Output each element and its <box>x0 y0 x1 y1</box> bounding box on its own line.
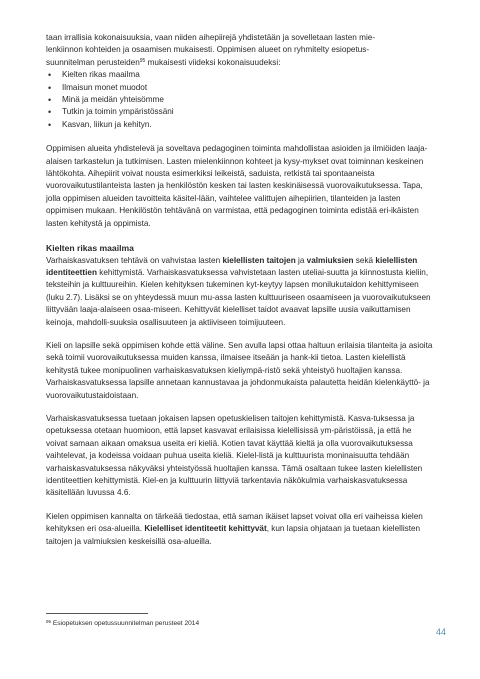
text-run: kehittymistä. Varhaiskasvatuksessa vahvistetaan lasten uteliai-suutta ja kiinnostusta kieliin, teksteihin ja kulttuureihin. Kielen kehityksen tukeminen kyt-keytyy lapsen monilukutaidon kehittymiseen (luku 2.7). Lisäksi se on yhteydessä muun mu-assa lasten kulttuuriseen osaamiseen ja vuorovaikutukseen liittyvään laaja-alaiseen osaa-miseen. Kehittyvät kielelliset taidot avaavat lapsille uusia vaikuttamisen keinoja, mahdolli-suuksia osallisuuteen ja aktiiviseen toimijuuteen. <box>46 267 431 327</box>
intro-line-3-start: suunnitelman perusteiden <box>46 57 140 67</box>
bold-term: kielellisten taitojen <box>222 255 296 265</box>
list-item: • Kasvan, liikun ja kehityn. <box>46 119 434 131</box>
footnote <box>46 619 199 628</box>
bold-term: valmiuksien <box>306 255 354 265</box>
footnote-text: Esiopetuksen opetussuunnitelman perusteet 2014 <box>51 620 200 627</box>
section-paragraph-2: Kieli on lapsille sekä oppimisen kohde että väline. Sen avulla lapsi ottaa haltuun erilaisia tilanteita ja asioita sekä toimii vuorovaikutuksessa muiden kanssa, ilmaisee itseään ja hank-kii tietoa. Lasten kielellistä kehitystä tukee monipuolinen varhaiskasvatuksen kieliympä-ristö sekä yhteistyö huoltajien kanssa. Varhaiskasvatuksessa lapsille annetaan kannustavaa ja johdonmukaista palautetta heidän kielenkäyttö- ja vuorovaikutustaidoistaan. <box>46 340 433 400</box>
section-paragraph-1 <box>46 255 434 329</box>
page-number: 44 <box>435 627 446 637</box>
intro-line-2: lenkiinnon kohteiden ja osaamisen mukaisesti. Oppimisen alueet on ryhmitelty esiopetus- <box>46 45 370 55</box>
footnote-divider <box>46 613 148 614</box>
intro-line-3-end: mukaisesti viideksi kokonaisuudeksi: <box>145 57 281 67</box>
list-item: • Ilmaisun monet muodot <box>46 82 434 94</box>
section-heading: Kielten rikas maailma <box>46 243 134 254</box>
page-content <box>46 32 434 548</box>
pedagogy-paragraph: Oppimisen alueita yhdistelevä ja soveltava pedagoginen toiminta mahdollistaa asioiden ja ilmiöiden laaja-alaisen tarkastelun ja tutkimisen. Lasten mielenkiinnon kohteet ja kysy-mykset ovat toiminnan keskeinen lähtökohta. Aihepiirit voivat nousta esimerkiksi leikeistä, saduista, retkistä tai spontaaneista vuorovaikutustilanteista lasten ja henkilöstön kesken tai lasten keskinäisessä vuorovaikutuksessa. Tapa, jolla oppimisen alueiden tavoitteita käsitel-lään, vaihtelee valittujen aihepiirien, tilanteiden ja lasten oppimisen mukaan. Henkilöstön tehtävänä on varmistaa, että pedagoginen toiminta edistää eri-ikäisten lasten kehitystä ja oppimista. <box>46 144 428 228</box>
intro-line-1: taan irrallisia kokonaisuuksia, vaan niiden aihepiirejä yhdistetään ja sovelletaan lasten mie- <box>46 33 376 42</box>
text-run: Kielen oppimisen kannalta on tärkeää tiedostaa, että saman ikäiset lapset voivat olla eri vaiheissa kielen kehityksen eri osa-alueilla. <box>46 511 423 534</box>
learning-areas-list <box>46 69 434 131</box>
bold-term: kielellisten identiteettien <box>46 255 418 277</box>
section-paragraph-4 <box>46 511 434 548</box>
intro-paragraph <box>46 32 434 69</box>
footnote-number: 95 <box>46 619 52 624</box>
footnote-reference[interactable]: 95 <box>139 57 146 64</box>
list-item: • Minä ja meidän yhteisömme <box>46 94 434 106</box>
list-item: • Tutkin ja toimin ympäristössäni <box>46 106 434 118</box>
list-item: • Kielten rikas maailma <box>46 69 434 81</box>
section-paragraph-3: Varhaiskasvatuksessa tuetaan jokaisen lapsen opetuskielisen taitojen kehittymistä. Kasva-tuksessa ja opetuksessa otetaan huomioon, että lapset kasvavat erilaisissa kielellisissä ym-päristöissä, ja että he voivat samaan aikaan omaksua useita eri kieliä. Kotien tavat käyttää kieltä ja olla vuorovaikutuksessa vaihtelevat, ja kodeissa voidaan puhua useita kieliä. Kielel-listä ja kulttuurista moninaisuutta tehdään varhaiskasvatuksessa näkyväksi yhteistyössä huoltajien kanssa. Tämä osaltaan tukee lasten kielellisten identiteettien kehittymistä. Kiel-en ja kulttuurin liittyviä tarkentavia näkökulmia varhaiskasvatuksessa käsitellään luvussa 4.6. <box>46 413 423 498</box>
text-run: ja <box>295 255 307 265</box>
text-run: Varhaiskasvatuksen tehtävä on vahvistaa lasten <box>46 255 223 265</box>
text-run: sekä <box>353 255 376 265</box>
bold-term: Kielelliset identiteetit kehittyvät <box>144 524 267 534</box>
text-run: , kun lapsia ohjataan ja tuetaan kielellisten taitojen ja valmiuksien keskeisillä osa-alueilla. <box>46 524 421 546</box>
